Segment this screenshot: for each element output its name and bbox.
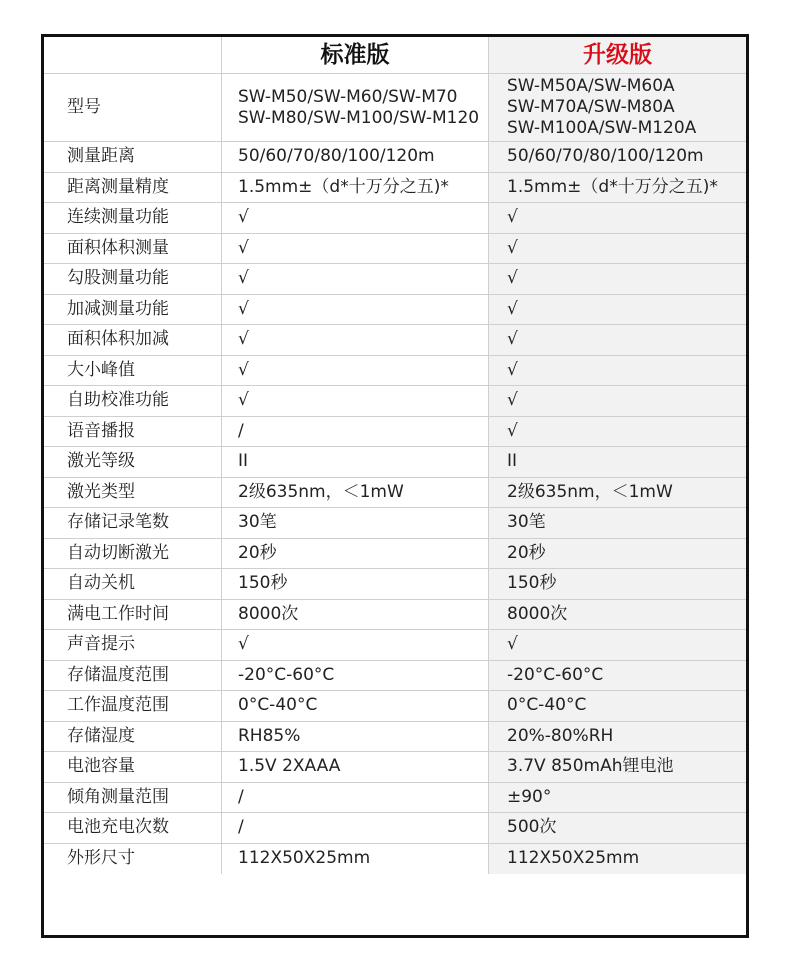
- spec-upgrade-value: 112X50X25mm: [489, 844, 746, 875]
- spec-standard-value: √: [222, 295, 489, 326]
- spec-upgrade-value: 30笔: [489, 508, 746, 539]
- spec-standard-value: √: [222, 386, 489, 417]
- spec-standard-value: /: [222, 417, 489, 448]
- spec-standard-value: -20°C-60°C: [222, 661, 489, 692]
- spec-upgrade-value: -20°C-60°C: [489, 661, 746, 692]
- spec-upgrade-value: √: [489, 203, 746, 234]
- header-standard-version: 标准版: [222, 37, 489, 74]
- spec-standard-value: /: [222, 813, 489, 844]
- spec-label: 连续测量功能: [44, 203, 222, 234]
- spec-standard-value: II: [222, 447, 489, 478]
- spec-standard-value: √: [222, 630, 489, 661]
- spec-upgrade-value: √: [489, 264, 746, 295]
- spec-standard-value: √: [222, 264, 489, 295]
- spec-standard-value: 0°C-40°C: [222, 691, 489, 722]
- header-corner-cell: [44, 37, 222, 74]
- spec-label: 电池容量: [44, 752, 222, 783]
- spec-upgrade-value: √: [489, 386, 746, 417]
- spec-upgrade-value: √: [489, 356, 746, 387]
- spec-label: 加减测量功能: [44, 295, 222, 326]
- spec-standard-value: 30笔: [222, 508, 489, 539]
- spec-label: 面积体积测量: [44, 234, 222, 265]
- spec-upgrade-value: √: [489, 234, 746, 265]
- spec-standard-value: 8000次: [222, 600, 489, 631]
- spec-comparison-table: [41, 34, 749, 938]
- spec-standard-value: 112X50X25mm: [222, 844, 489, 875]
- spec-upgrade-value: 150秒: [489, 569, 746, 600]
- spec-upgrade-value: √: [489, 295, 746, 326]
- spec-upgrade-value: ±90°: [489, 783, 746, 814]
- spec-upgrade-value: 8000次: [489, 600, 746, 631]
- spec-label: 型号: [44, 74, 222, 142]
- spec-label: 外形尺寸: [44, 844, 222, 875]
- spec-standard-value: √: [222, 325, 489, 356]
- spec-standard-value: √: [222, 234, 489, 265]
- spec-label: 存储温度范围: [44, 661, 222, 692]
- spec-label: 电池充电次数: [44, 813, 222, 844]
- spec-upgrade-value: √: [489, 417, 746, 448]
- spec-upgrade-value: 20秒: [489, 539, 746, 570]
- spec-label: 面积体积加减: [44, 325, 222, 356]
- spec-standard-value: 2级635nm，＜1mW: [222, 478, 489, 509]
- spec-standard-value: SW-M50/SW-M60/SW-M70 SW-M80/SW-M100/SW-M120: [222, 74, 489, 142]
- spec-label: 自动关机: [44, 569, 222, 600]
- spec-label: 声音提示: [44, 630, 222, 661]
- spec-label: 存储记录笔数: [44, 508, 222, 539]
- spec-upgrade-value: 500次: [489, 813, 746, 844]
- spec-label: 激光类型: [44, 478, 222, 509]
- spec-standard-value: 20秒: [222, 539, 489, 570]
- spec-label: 工作温度范围: [44, 691, 222, 722]
- spec-upgrade-value: II: [489, 447, 746, 478]
- spec-label: 勾股测量功能: [44, 264, 222, 295]
- spec-label: 语音播报: [44, 417, 222, 448]
- spec-standard-value: 1.5V 2XAAA: [222, 752, 489, 783]
- spec-label: 大小峰值: [44, 356, 222, 387]
- spec-label: 自助校准功能: [44, 386, 222, 417]
- spec-label: 激光等级: [44, 447, 222, 478]
- spec-standard-value: 50/60/70/80/100/120m: [222, 142, 489, 173]
- spec-label: 存储湿度: [44, 722, 222, 753]
- spec-label: 自动切断激光: [44, 539, 222, 570]
- spec-label: 满电工作时间: [44, 600, 222, 631]
- spec-standard-value: √: [222, 203, 489, 234]
- spec-label: 倾角测量范围: [44, 783, 222, 814]
- spec-standard-value: √: [222, 356, 489, 387]
- spec-upgrade-value: 50/60/70/80/100/120m: [489, 142, 746, 173]
- spec-standard-value: /: [222, 783, 489, 814]
- spec-upgrade-value: 3.7V 850mAh锂电池: [489, 752, 746, 783]
- spec-upgrade-value: 0°C-40°C: [489, 691, 746, 722]
- spec-upgrade-value: √: [489, 325, 746, 356]
- spec-upgrade-value: 20%-80%RH: [489, 722, 746, 753]
- spec-upgrade-value: 1.5mm±（d*十万分之五)*: [489, 173, 746, 204]
- header-upgrade-version: 升级版: [489, 37, 746, 74]
- spec-standard-value: 1.5mm±（d*十万分之五)*: [222, 173, 489, 204]
- spec-standard-value: RH85%: [222, 722, 489, 753]
- spec-upgrade-value: √: [489, 630, 746, 661]
- spec-upgrade-value: 2级635nm，＜1mW: [489, 478, 746, 509]
- spec-label: 距离测量精度: [44, 173, 222, 204]
- spec-standard-value: 150秒: [222, 569, 489, 600]
- spec-upgrade-value: SW-M50A/SW-M60A SW-M70A/SW-M80A SW-M100A/SW-M120A: [489, 74, 746, 142]
- spec-label: 测量距离: [44, 142, 222, 173]
